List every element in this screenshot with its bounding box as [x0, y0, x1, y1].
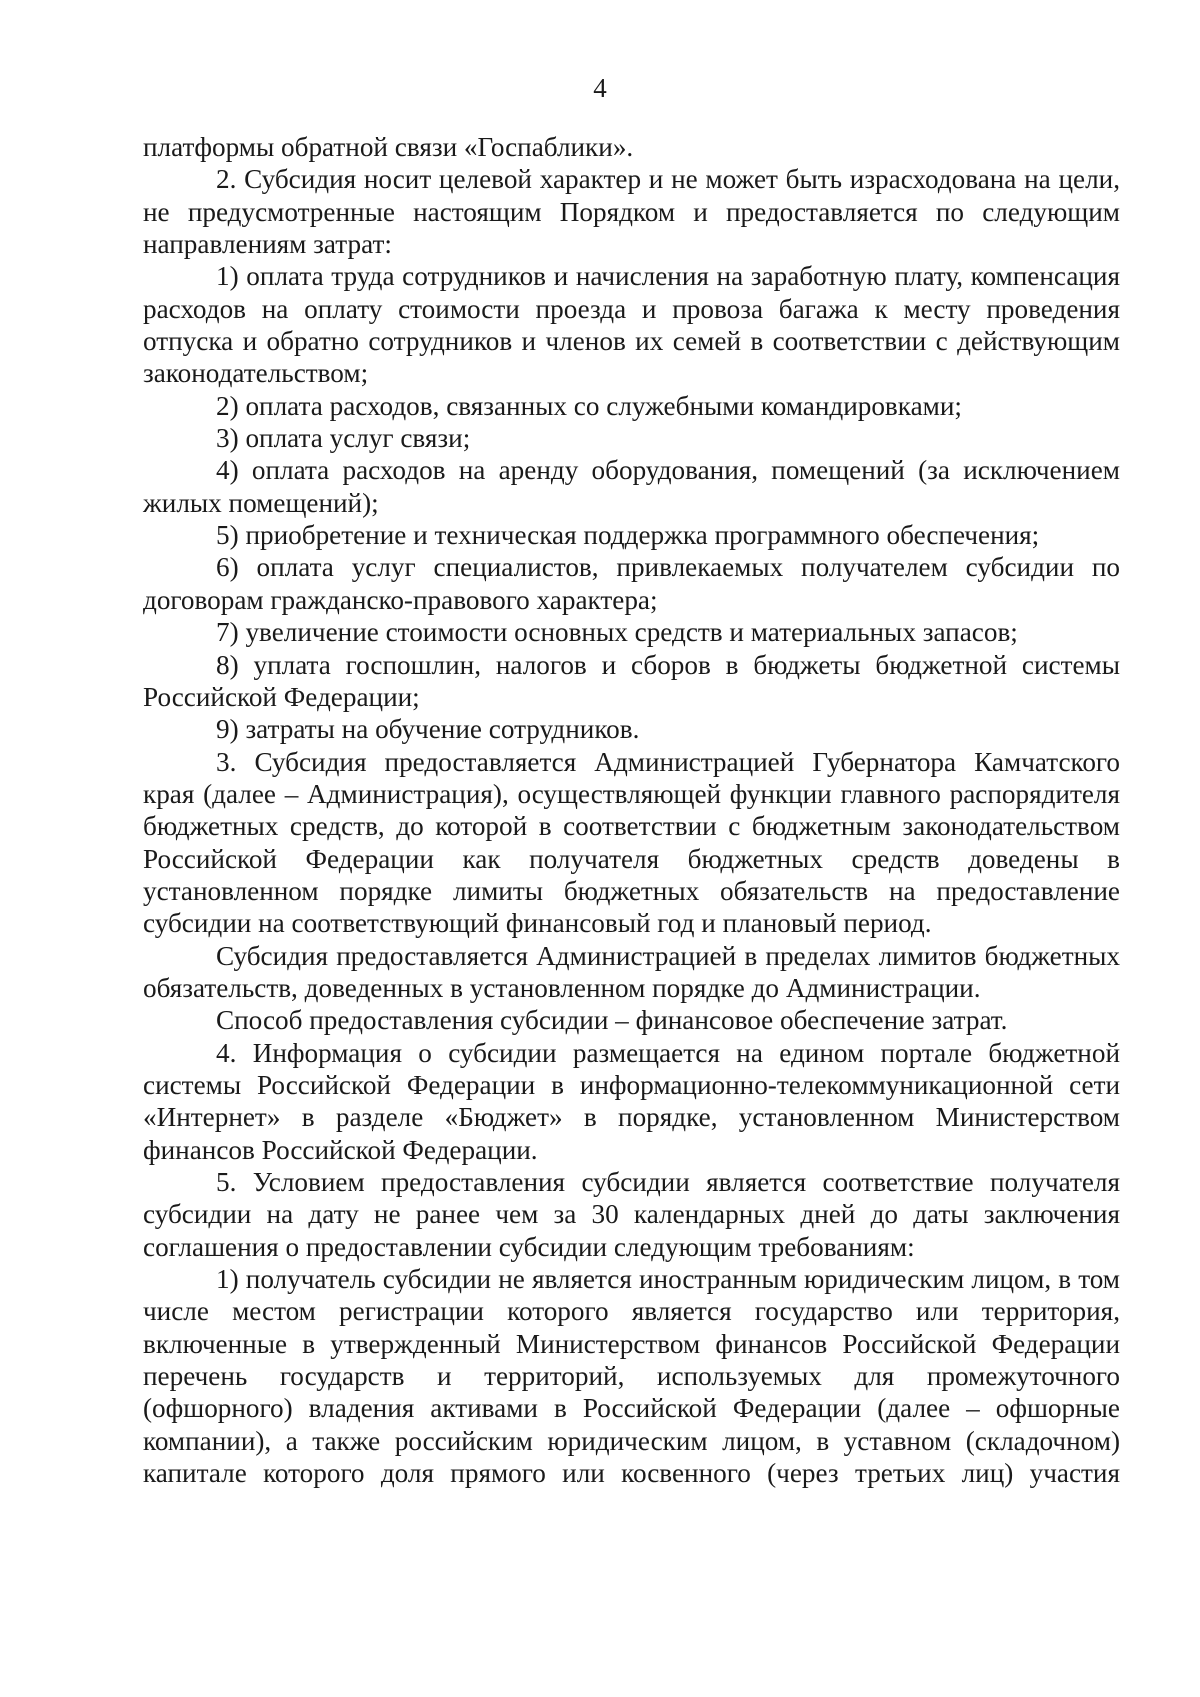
document-body — [143, 131, 1120, 1489]
paragraph: 3. Субсидия предоставляется Администрацией Губернатора Камчатского края (далее – Администрация), осуществляющей функции главного распорядителя бюджетных средств, до которой в соответствии с бюджетным законодательством Российской Федерации как получателя бюджетных средств доведены в установленном порядке лимиты бюджетных обязательств на предоставление субсидии на соответствующий финансовый год и плановый период. — [143, 746, 1120, 939]
paragraph: 1) оплата труда сотрудников и начисления на заработную плату, компенсация расходов на оплату стоимости проезда и провоза багажа к месту проведения отпуска и обратно сотрудников и членов их семей в соответствии с действующим законодательством; — [143, 261, 1120, 389]
paragraph: 2) оплата расходов, связанных со служебными командировками; — [216, 390, 962, 421]
paragraph: 6) оплата услуг специалистов, привлекаемых получателем субсидии по договорам гражданско-правового характера; — [143, 552, 1120, 615]
paragraph: платформы обратной связи «Госпаблики». — [143, 132, 634, 162]
paragraph: 7) увеличение стоимости основных средств и материальных запасов; — [216, 617, 1018, 648]
paragraph: 9) затраты на обучение сотрудников. — [216, 714, 640, 745]
paragraph: Субсидия предоставляется Администрацией в пределах лимитов бюджетных обязательств, доведенных в установленном порядке до Администрации. — [143, 940, 1120, 1003]
paragraph: Способ предоставления субсидии – финансовое обеспечение затрат. — [216, 1005, 1008, 1036]
paragraph: 5) приобретение и техническая поддержка программного обеспечения; — [216, 520, 1040, 551]
paragraph: 5. Условием предоставления субсидии является соответствие получателя субсидии на дату не ранее чем за 30 календарных дней до даты заключения соглашения о предоставлении субсидии следующим требованиям: — [143, 1167, 1120, 1262]
paragraph: 2. Субсидия носит целевой характер и не может быть израсходована на цели, не предусмотренные настоящим Порядком и предоставляется по следующим направлениям затрат: — [143, 164, 1120, 260]
paragraph: 8) уплата госпошлин, налогов и сборов в бюджеты бюджетной системы Российской Федерации; — [143, 649, 1120, 712]
paragraph: 4) оплата расходов на аренду оборудования, помещений (за исключением жилых помещений); — [143, 455, 1120, 518]
page-number: 4 — [593, 73, 607, 103]
paragraph: 3) оплата услуг связи; — [216, 423, 471, 454]
paragraph: 4. Информация о субсидии размещается на едином портале бюджетной системы Российской Федерации в информационно-телекоммуникационной сети «Интернет» в разделе «Бюджет» в порядке, установленном Министерством финансов Российской Федерации. — [143, 1037, 1120, 1165]
paragraph: 1) получатель субсидии не является иностранным юридическим лицом, в том числе местом регистрации которого является государство или территория, включенные в утвержденный Министерством финансов Российской Федерации перечень государств и территорий, используемых для промежуточного (офшорного) владения активами в Российской Федерации (далее – офшорные компании), а также российским юридическим лицом, в уставном (складочном) капитале которого доля прямого или косвенного (через третьих лиц) участия — [143, 1264, 1120, 1489]
